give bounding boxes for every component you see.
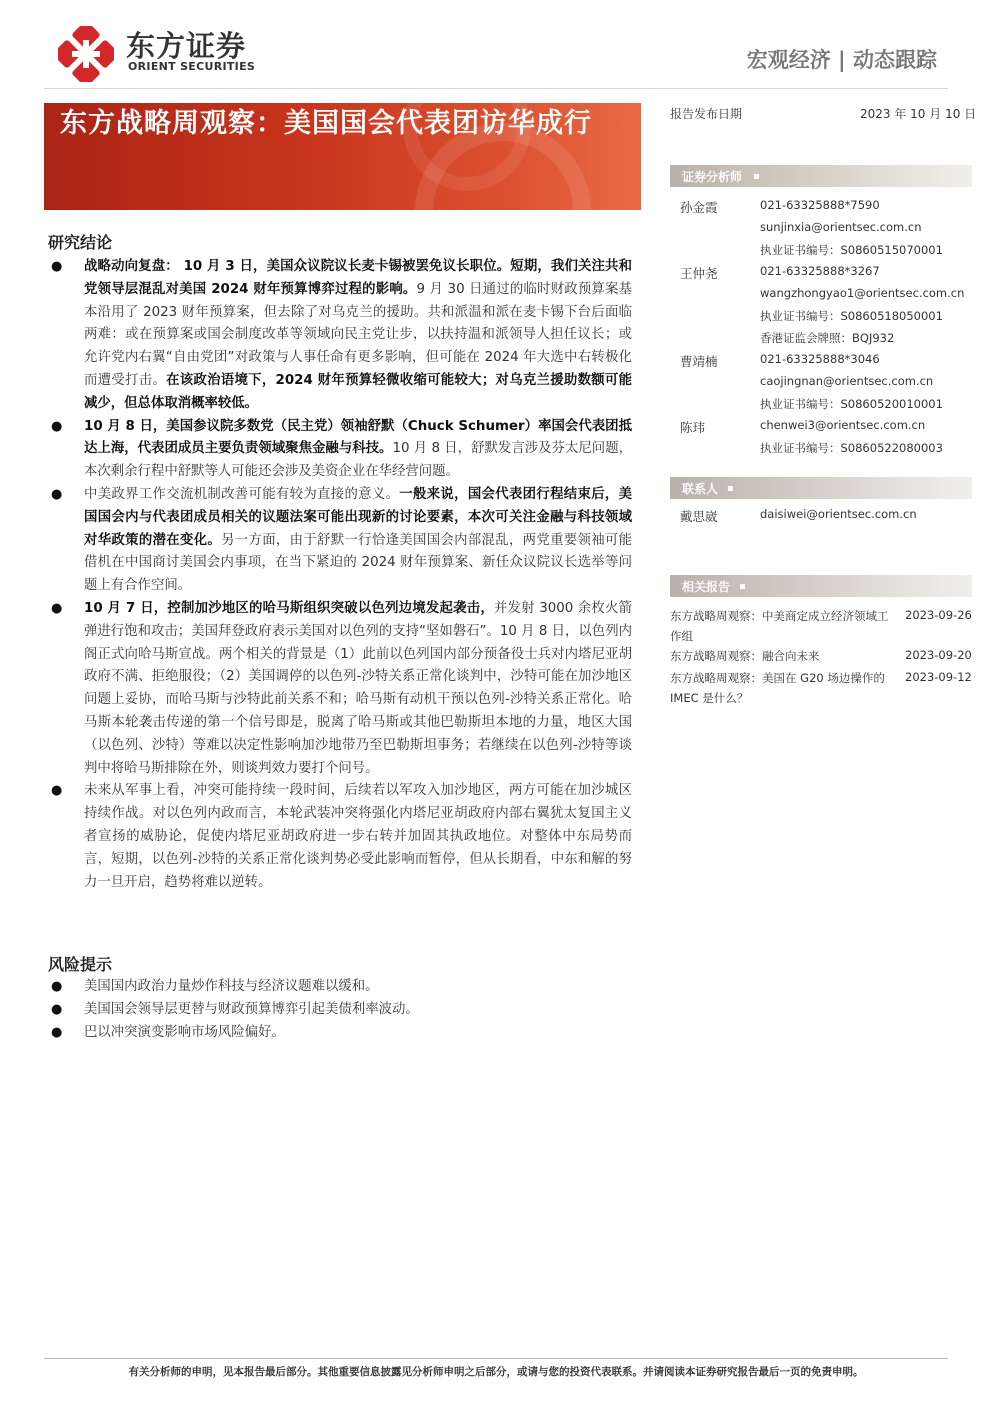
- analyst-name: 陈玮: [680, 420, 706, 435]
- related-heading: 相关报告: [682, 580, 731, 594]
- analyst-cert: 执业证书编号：S0860520010001: [760, 397, 943, 411]
- report-title: 东方战略周观察：美国国会代表团访华成行: [60, 108, 592, 139]
- brand-name-cn: 东方证券: [126, 29, 247, 63]
- publish-date-value: 2023 年 10 月 10 日: [860, 107, 977, 121]
- title-banner: [44, 103, 641, 210]
- conclusion-item: [48, 484, 632, 598]
- analyst-email[interactable]: sunjinxia@orientsec.com.cn: [760, 220, 922, 234]
- body-text: 并发射 3000 余枚火箭弹进行饱和攻击；美国拜登政府表示美国对以色列的支持“坚如磐石”。10 月 8 日，以色列内阁正式向哈马斯宣战。两个相关的背景是（1）此前以色列国内部分预备役士兵对内塔尼亚胡政府不满、拒绝服役；（2）美国调停的以色列-沙特关系正常化谈判中，沙特可能在加沙地区问题上妥协，而哈马斯与沙特此前关系不和；哈马斯有动机干预以色列-沙特关系正常化。哈马斯本轮袭击传递的第一个信号即是，脱离了哈马斯或其他巴勒斯坦本地的力量，地区大国（以色列、沙特）等难以决定性影响加沙地带乃至巴勒斯坦事务；若继续在以色列-沙特等谈判中将哈马斯排除在外，则谈判效力要打个问号。: [84, 600, 633, 776]
- emphasis-text: 战略动向复盘： 10 月 3 日，美国众议院议长麦卡锡被罢免议长职位。短期，我们关注共和党领导层混乱对美国 2024 财年预算博弈过程的影响。: [84, 259, 632, 297]
- risk-item: [48, 976, 632, 999]
- risk-text: 美国国内政治力量炒作科技与经济议题难以缓和。: [84, 979, 379, 994]
- emphasis-text: 10 月 8 日，美国参议院多数党（民主党）领袖舒默（Chuck Schumer）率国会代表团抵达上海，代表团成员主要负责领域聚焦金融与科技。: [84, 418, 632, 457]
- analyst-phone: 021-63325888*3267: [760, 264, 880, 278]
- analyst-phone: 021-63325888*3046: [760, 352, 880, 366]
- related-report-title[interactable]: 东方战略周观察：美国在 G20 场边操作的 IMEC 是什么？: [670, 671, 885, 705]
- footer-divider: [44, 1358, 948, 1359]
- analysts-heading: 证券分析师: [682, 170, 743, 184]
- publish-date-label: 报告发布日期: [670, 107, 743, 121]
- emphasis-text: 10 月 7 日，控制加沙地区的哈马斯组织突破以色列边境发起袭击，: [84, 600, 494, 616]
- contact-name: 戴思崴: [680, 509, 718, 524]
- bullet-icon: ●: [51, 600, 63, 616]
- contacts-heading-bar: [670, 477, 972, 499]
- bullet-icon: ●: [51, 486, 63, 502]
- conclusion-item: [48, 256, 632, 416]
- analyst-phone: 021-63325888*7590: [760, 198, 880, 212]
- risk-item: [48, 999, 632, 1022]
- analyst-extra: 香港证监会牌照：BQJ932: [760, 331, 895, 345]
- related-report-date: 2023-09-26: [905, 608, 972, 622]
- footer-disclaimer: 有关分析师的申明，见本报告最后部分。其他重要信息披露见分析师申明之后部分，或请与您的投资代表联系。并请阅读本证券研究报告最后一页的免责申明。: [128, 1366, 864, 1378]
- body-text: 未来从军事上看，冲突可能持续一段时间，后续若以军攻入加沙地区，两方可能在加沙城区持续作战。对以色列内政而言，本轮武装冲突将强化内塔尼亚胡政府内部右翼犹太复国主义者宣扬的威胁论，促使内塔尼亚胡政府进一步右转并加固其执政地位。对整体中东局势而言，短期，以色列-沙特的关系正常化谈判势必受此影响而暂停，但从长期看，中东和解的努力一旦开启，趋势将难以逆转。: [84, 783, 632, 890]
- analyst-cert: 执业证书编号：S0860522080003: [760, 441, 943, 455]
- risk-item: [48, 1022, 632, 1045]
- contact-email: daisiwei@orientsec.com.cn: [760, 507, 917, 521]
- analyst-name: 王仲尧: [680, 266, 718, 281]
- body-text: 另一方面，由于舒默一行恰逢美国国会内部混乱，两党重要领袖可能借机在中国商讨美国会内事项，在当下紧迫的 2024 财年预算案、新任众议院议长选举等问题上有合作空间。: [84, 532, 633, 594]
- related-report-date: 2023-09-20: [905, 648, 972, 662]
- conclusion-item: [48, 780, 632, 894]
- contacts-heading: 联系人: [682, 482, 719, 496]
- conclusion-list: [48, 256, 632, 894]
- analyst-name: 曹靖楠: [680, 354, 718, 369]
- conclusion-item: [48, 416, 632, 484]
- analyst-email[interactable]: caojingnan@orientsec.com.cn: [760, 374, 934, 388]
- risk-heading: 风险提示: [48, 955, 113, 974]
- related-report-date: 2023-09-12: [905, 670, 972, 684]
- risk-text: 巴以冲突演变影响市场风险偏好。: [84, 1024, 285, 1040]
- analysts-heading-bar: [670, 165, 972, 187]
- emphasis-text: 一般来说，国会代表团行程结束后，美国国会内与代表团成员相关的议题法案可能出现新的讨论要素，本次可关注金融与科技领域对华政策的潜在变化。: [84, 486, 632, 548]
- brand-name-en: ORIENT SECURITIES: [128, 60, 256, 73]
- related-report-title[interactable]: 东方战略周观察：中美商定成立经济领域工作组: [670, 609, 889, 643]
- bullet-icon: ●: [51, 783, 63, 799]
- bullet-icon: ●: [51, 1024, 63, 1040]
- header-divider: [44, 88, 948, 89]
- bullet-icon: ●: [51, 418, 63, 434]
- risk-list: [48, 976, 632, 1044]
- body-text: 9 月 30 日通过的临时财政预算案基本沿用了 2023 财年预算案，但去除了对乌克兰的援助。共和派温和派在麦卡锡下台后面临两难：或在预算案或国会制度改革等领域向民主党让步，以扶持温和派领导人担任议长；或允许党内右翼“自由党团”对政策与人事任命有更多影响，但可能在 2024 年大选中右转极化而遭受打击。: [84, 281, 632, 388]
- analyst-cert: 执业证书编号：S0860518050001: [760, 309, 943, 323]
- risk-text: 美国国会领导层更替与财政预算博弈引起美债利率波动。: [84, 1001, 419, 1017]
- body-text: 中美政界工作交流机制改善可能有较为直接的意义。: [84, 486, 400, 502]
- body-text: 10 月 8 日，舒默发言涉及芬太尼问题，本次剩余行程中舒默等人可能还会涉及美资企业在华经营问题。: [84, 441, 633, 480]
- report-category: 宏观经济 | 动态跟踪: [746, 48, 937, 72]
- analyst-name: 孙金霞: [680, 200, 718, 215]
- orient-logo-icon: [58, 26, 114, 82]
- analyst-cert: 执业证书编号：S0860515070001: [760, 243, 943, 257]
- bullet-icon: ●: [51, 979, 63, 994]
- conclusion-item: [48, 598, 632, 780]
- conclusion-heading: 研究结论: [48, 233, 113, 252]
- related-report-title[interactable]: 东方战略周观察：融合向未来: [670, 649, 820, 663]
- emphasis-text: 在该政治语境下，2024 财年预算轻微收缩可能较大；对乌克兰援助数额可能减少，但总体取消概率较低。: [84, 372, 633, 411]
- related-heading-bar: [670, 575, 972, 597]
- analyst-email[interactable]: wangzhongyao1@orientsec.com.cn: [760, 286, 965, 300]
- analyst-email[interactable]: chenwei3@orientsec.com.cn: [760, 418, 926, 432]
- bullet-icon: ●: [51, 259, 63, 274]
- bullet-icon: ●: [51, 1001, 63, 1017]
